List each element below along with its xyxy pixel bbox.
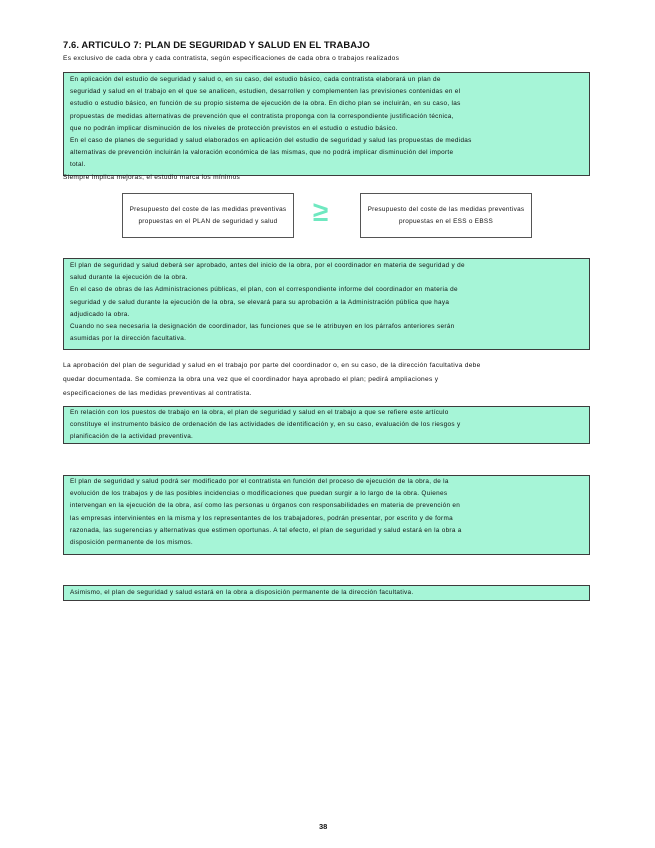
- plan-budget-text: Presupuesto del coste de las medidas preventivas propuestas en el PLAN de seguridad y salud: [129, 205, 287, 225]
- text-line: El plan de seguridad y salud podrá ser modificado por el contratista en función del proceso de ejecución de la obra, de la: [70, 478, 449, 485]
- text-line: las empresas intervinientes en la misma y los representantes de los trabajadores, podrán presentar, por escrito y de forma: [70, 514, 453, 522]
- text-line: alternativas de prevención incluirán la valoración económica de las mismas, que no podrá implicar disminución del importe: [70, 149, 454, 157]
- text-line: evolución de los trabajos y de las posibles incidencias o modificaciones que puedan surgir a lo largo de la obra. Quienes: [70, 490, 448, 498]
- plan-availability-box: [63, 585, 590, 601]
- text-line: constituye el instrumento básico de ordenación de las actividades de identificación y, en su caso, evaluación de los riesgos y: [70, 421, 461, 429]
- text-line: disposición permanente de los mismos.: [70, 539, 193, 547]
- text-line: En el caso de obras de las Administraciones públicas, el plan, con el correspondiente informe del coordinador en materia de: [70, 286, 458, 294]
- study-budget-text: Presupuesto del coste de las medidas preventivas propuestas en el ESS o EBSS: [367, 205, 525, 225]
- section-title: 7.6. ARTICULO 7: PLAN DE SEGURIDAD Y SALUD EN EL TRABAJO: [63, 39, 370, 50]
- text-line: asumidas por la dirección facultativa.: [70, 335, 187, 343]
- study-budget-box: [360, 193, 532, 238]
- text-line: Asimismo, el plan de seguridad y salud estará en la obra a disposición permanente de la dirección facultativa.: [70, 589, 414, 596]
- text-line: total.: [70, 161, 86, 169]
- text-line: estudio o estudio básico, en función de su propio sistema de ejecución de la obra. En dicho plan se incluirán, en su caso, las: [70, 100, 461, 108]
- section-subtitle: Es exclusivo de cada obra y cada contratista, según especificaciones de cada obra o trabajos realizados: [63, 55, 400, 62]
- text-line: planificación de la actividad preventiva.: [70, 433, 194, 441]
- text-line: salud durante la ejecución de la obra.: [70, 274, 188, 282]
- text-line: especificaciones de las medidas preventivas al contratista.: [63, 390, 252, 397]
- page-number: 38: [319, 822, 328, 831]
- text-line: La aprobación del plan de seguridad y salud en el trabajo por parte del coordinador o, en su caso, de la dirección facultativa debe: [63, 362, 481, 369]
- plan-approval-box: [63, 258, 590, 350]
- approval-paragraph: [63, 359, 593, 401]
- text-line: que no podrán implicar disminución de los niveles de protección previstos en el estudio o estudio básico.: [70, 124, 398, 132]
- text-line: propuestas de medidas alternativas de prevención que el contratista proponga con la correspondiente justificación técnica,: [70, 112, 454, 120]
- planning-instrument-box: [63, 406, 590, 444]
- text-line: seguridad y de salud durante la ejecución de la obra, se elevará para su aprobación a la Administración pública que haya: [70, 298, 450, 306]
- improvement-note: Siempre implica mejoras, el estudio marca los mínimos: [63, 174, 241, 181]
- text-line: Cuando no sea necesaria la designación de coordinador, las funciones que se le atribuyen en los párrafos anteriores serán: [70, 323, 455, 331]
- plan-budget-box: [122, 193, 294, 238]
- text-line: En aplicación del estudio de seguridad y salud o, en su caso, del estudio básico, cada contratista elaborará un plan de: [70, 76, 441, 83]
- plan-modification-box: [63, 475, 590, 555]
- text-line: En relación con los puestos de trabajo en la obra, el plan de seguridad y salud en el trabajo a que se refiere este artículo: [70, 409, 449, 416]
- plan-elaboration-box: [63, 72, 590, 176]
- text-line: En el caso de planes de seguridad y salud elaborados en aplicación del estudio de seguridad y salud las propuestas de medidas: [70, 137, 472, 145]
- text-line: quedar documentada. Se comienza la obra una vez que el coordinador haya aprobado el plan; pedirá ampliaciones y: [63, 376, 439, 383]
- text-line: intervengan en la ejecución de la obra, así como las personas u órganos con responsabilidades en materia de prevención en: [70, 502, 461, 510]
- text-line: razonada, las sugerencias y alternativas que estimen oportunas. A tal efecto, el plan de seguridad y salud estará en la obra a: [70, 526, 462, 534]
- text-line: seguridad y salud en el trabajo en el que se analicen, estudien, desarrollen y complementen las previsiones contenidas en el: [70, 88, 461, 96]
- text-line: El plan de seguridad y salud deberá ser aprobado, antes del inicio de la obra, por el coordinador en materia de seguridad y de: [70, 262, 465, 269]
- greater-equal-icon: ≥: [313, 196, 329, 227]
- text-line: adjudicado la obra.: [70, 310, 130, 318]
